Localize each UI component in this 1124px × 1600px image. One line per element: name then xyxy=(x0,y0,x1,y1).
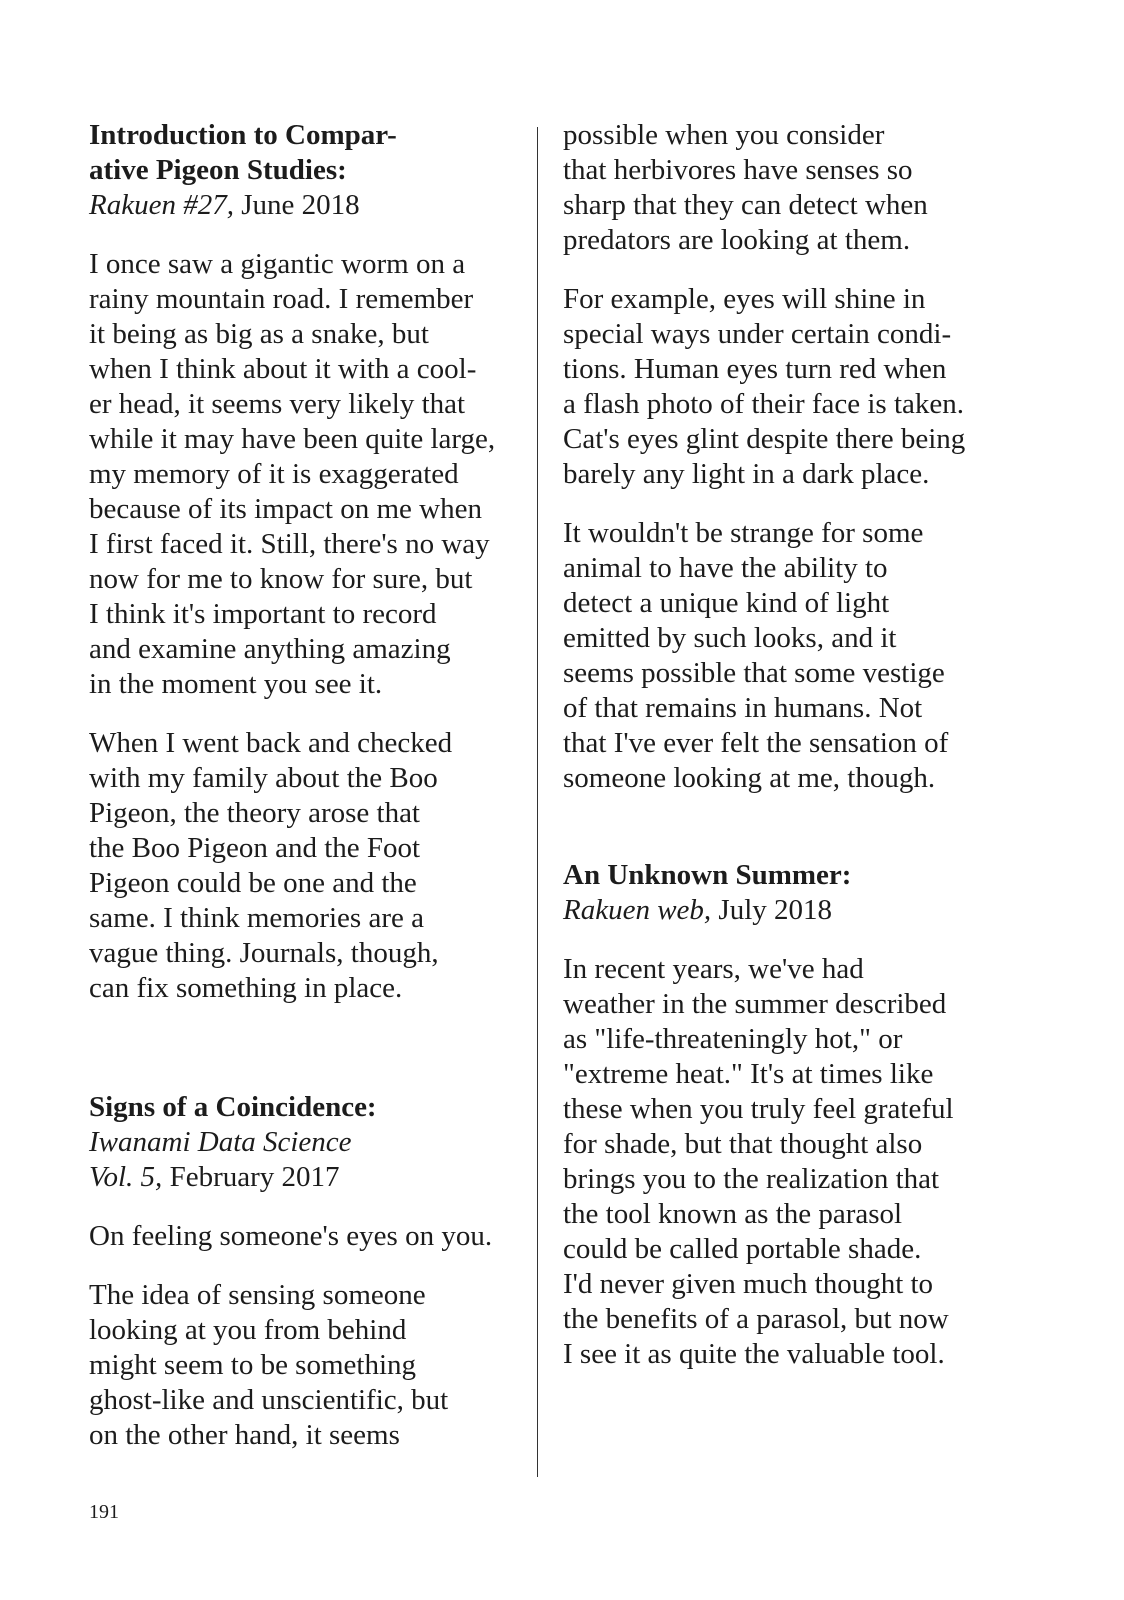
text-line: looking at you from behind xyxy=(89,1314,407,1346)
text-line: vague thing. Journals, though, xyxy=(89,937,439,969)
text-line: I once saw a gigantic worm on a xyxy=(89,248,466,280)
text-line: the benefits of a parasol, but now xyxy=(563,1303,949,1335)
paragraph xyxy=(89,1219,519,1254)
publication-date: July 2018 xyxy=(711,894,833,926)
article-source xyxy=(563,893,993,928)
text-line: the Boo Pigeon and the Foot xyxy=(89,832,421,864)
text-line: special ways under certain condi- xyxy=(563,318,952,350)
text-line: seems possible that some vestige xyxy=(563,657,945,689)
publication-name: Rakuen #27, xyxy=(89,189,234,221)
text-line: It wouldn't be strange for some xyxy=(563,517,924,549)
text-line: of that remains in humans. Not xyxy=(563,692,923,724)
article-body xyxy=(89,247,519,1006)
text-line: I'd never given much thought to xyxy=(563,1268,934,1300)
text-line: For example, eyes will shine in xyxy=(563,283,926,315)
text-line: the tool known as the parasol xyxy=(563,1198,903,1230)
text-line: In recent years, we've had xyxy=(563,953,864,985)
text-line: ghost-like and unscientific, but xyxy=(89,1384,449,1416)
publication-name: Rakuen web, xyxy=(563,894,712,926)
text-line: weather in the summer described xyxy=(563,988,947,1020)
text-line: er head, it seems very likely that xyxy=(89,388,466,420)
text-line: animal to have the ability to xyxy=(563,552,888,584)
article-body-continued xyxy=(563,118,993,796)
text-line: in the moment you see it. xyxy=(89,668,383,700)
publication-volume: Vol. 5, xyxy=(89,1161,163,1193)
text-line: I see it as quite the valuable tool. xyxy=(563,1338,945,1370)
text-line: same. I think memories are a xyxy=(89,902,424,934)
left-column xyxy=(89,118,519,1453)
publication-date: February 2017 xyxy=(162,1161,340,1193)
article-source xyxy=(89,188,519,223)
paragraph xyxy=(89,1278,519,1453)
article-title: An Unknown Summer: xyxy=(563,859,852,891)
title-line: Introduction to Compar- xyxy=(89,119,397,151)
text-line: on the other hand, it seems xyxy=(89,1419,400,1451)
text-line: as "life-threateningly hot," or xyxy=(563,1023,903,1055)
text-line: When I went back and checked xyxy=(89,727,453,759)
publication-name: Iwanami Data Science xyxy=(89,1126,352,1158)
text-line: predators are looking at them. xyxy=(563,224,911,256)
paragraph xyxy=(89,726,519,1006)
article-body xyxy=(563,952,993,1372)
article-title xyxy=(89,118,519,188)
text-line: rainy mountain road. I remember xyxy=(89,283,474,315)
title-line: ative Pigeon Studies: xyxy=(89,154,347,186)
article-intro-pigeon-studies xyxy=(89,118,519,1006)
text-line: because of its impact on me when xyxy=(89,493,482,525)
paragraph xyxy=(563,282,993,492)
text-line: now for me to know for sure, but xyxy=(89,563,473,595)
paragraph xyxy=(89,247,519,702)
text-line: it being as big as a snake, but xyxy=(89,318,429,350)
text-line: On feeling someone's eyes on you. xyxy=(89,1220,493,1252)
publication-date: June 2018 xyxy=(233,189,360,221)
text-line: that herbivores have senses so xyxy=(563,154,913,186)
text-line: I first faced it. Still, there's no way xyxy=(89,528,490,560)
text-line: emitted by such looks, and it xyxy=(563,622,897,654)
text-line: Pigeon could be one and the xyxy=(89,867,417,899)
text-line: that I've ever felt the sensation of xyxy=(563,727,949,759)
column-divider xyxy=(537,127,538,1477)
page-number: 191 xyxy=(89,1501,119,1523)
article-title: Signs of a Coincidence: xyxy=(89,1091,377,1123)
article-signs-of-coincidence xyxy=(89,1090,519,1453)
text-line: while it may have been quite large, xyxy=(89,423,496,455)
text-line: someone looking at me, though. xyxy=(563,762,936,794)
text-line: for shade, but that thought also xyxy=(563,1128,923,1160)
text-line: a flash photo of their face is taken. xyxy=(563,388,965,420)
text-line: when I think about it with a cool- xyxy=(89,353,477,385)
text-line: "extreme heat." It's at times like xyxy=(563,1058,934,1090)
text-line: detect a unique kind of light xyxy=(563,587,890,619)
text-line: brings you to the realization that xyxy=(563,1163,940,1195)
text-line: my memory of it is exaggerated xyxy=(89,458,459,490)
text-line: can fix something in place. xyxy=(89,972,403,1004)
paragraph xyxy=(563,516,993,796)
text-line: and examine anything amazing xyxy=(89,633,451,665)
paragraph xyxy=(563,952,993,1372)
text-line: might seem to be something xyxy=(89,1349,417,1381)
text-line: possible when you consider xyxy=(563,119,885,151)
text-line: Pigeon, the theory arose that xyxy=(89,797,420,829)
text-line: Cat's eyes glint despite there being xyxy=(563,423,966,455)
text-line: sharp that they can detect when xyxy=(563,189,928,221)
text-line: could be called portable shade. xyxy=(563,1233,922,1265)
right-column xyxy=(563,118,993,1372)
text-line: barely any light in a dark place. xyxy=(563,458,930,490)
text-line: The idea of sensing someone xyxy=(89,1279,426,1311)
article-body xyxy=(89,1219,519,1453)
article-unknown-summer xyxy=(563,858,993,1372)
text-line: with my family about the Boo xyxy=(89,762,438,794)
text-line: I think it's important to record xyxy=(89,598,437,630)
text-line: these when you truly feel grateful xyxy=(563,1093,954,1125)
article-source xyxy=(89,1125,519,1195)
paragraph xyxy=(563,118,993,258)
text-line: tions. Human eyes turn red when xyxy=(563,353,947,385)
